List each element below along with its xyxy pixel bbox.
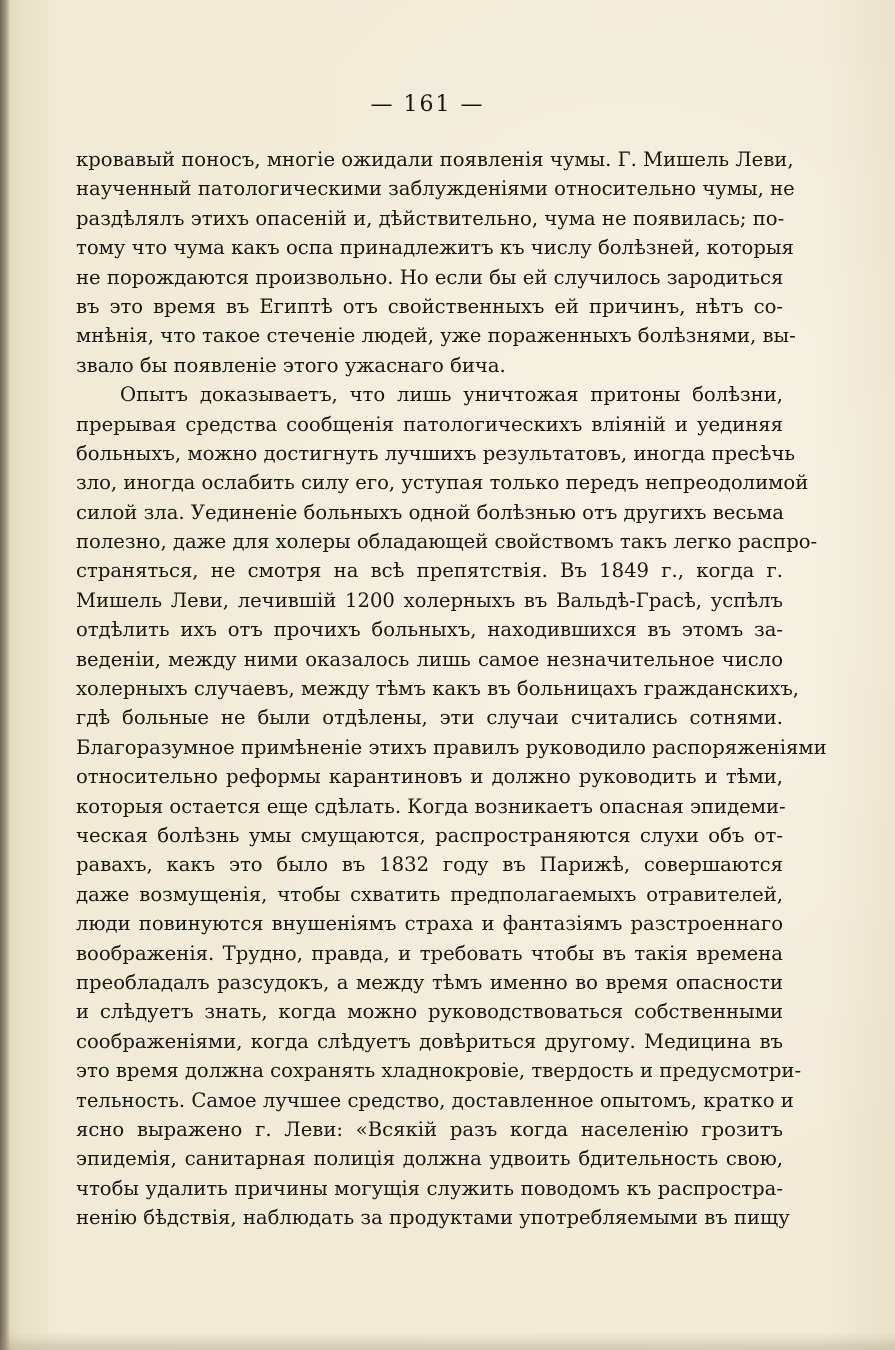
text-line: тому что чума какъ оспа принадлежитъ къ числу болѣзней, которыя xyxy=(76,236,794,260)
page-bottom-edge xyxy=(0,1332,895,1350)
text-line: которыя остается еще сдѣлать. Когда возникаетъ опасная эпидеми- xyxy=(76,794,786,818)
text-line: мнѣнія, что такое стеченіе людей, уже пораженныхъ болѣзнями, вы- xyxy=(76,324,796,348)
paragraph xyxy=(76,380,827,1232)
text-line: тельность. Самое лучшее средство, доставленное опытомъ, кратко и xyxy=(76,1088,794,1112)
text-line: кровавый поносъ, многіе ожидали появленія чумы. Г. Мишель Леви, xyxy=(76,148,794,171)
page-number: — 161 — xyxy=(370,92,485,117)
text-line: Благоразумное примѣненіе этихъ правилъ руководило распоряженіями xyxy=(76,735,827,759)
text-line: соображеніями, когда слѣдуетъ довѣриться другому. Медицина въ xyxy=(76,1029,783,1053)
text-line: чтобы удалить причины могущія служить поводомъ къ распростра- xyxy=(76,1176,783,1200)
text-line: больныхъ, можно достигнуть лучшихъ результатовъ, иногда пресѣчь xyxy=(76,441,796,465)
text-line: отдѣлить ихъ отъ прочихъ больныхъ, находившихся въ этомъ за- xyxy=(76,618,783,642)
text-line: ненію бѣдствія, наблюдать за продуктами употребляемыми въ пищу xyxy=(76,1206,790,1230)
text-line: веденіи, между ними оказалось лишь самое незначительное число xyxy=(76,647,783,671)
text-line: относительно реформы карантиновъ и должно руководить и тѣми, xyxy=(76,765,783,789)
text-line: холерныхъ случаевъ, между тѣмъ какъ въ больницахъ гражданскихъ, xyxy=(76,677,800,701)
text-line: преобладалъ разсудокъ, а между тѣмъ именно во время опасности xyxy=(76,970,783,994)
text-line: наученный патологическими заблужденіями относительно чумы, не xyxy=(76,177,795,201)
text-line: въ это время въ Египтѣ отъ свойственныхъ ей причинъ, нѣтъ со- xyxy=(76,294,783,318)
text-line: люди повинуются внушеніямъ страха и фантазіямъ разстроеннаго xyxy=(76,912,783,936)
text-line: ясно выражено г. Леви: «Всякій разъ когда населенію грозитъ xyxy=(76,1117,783,1141)
body-text xyxy=(76,145,827,1232)
text-line: эпидемія, санитарная полиція должна удвоить бдительность свою, xyxy=(76,1147,783,1171)
text-line: воображенія. Трудно, правда, и требовать чтобы въ такія времена xyxy=(76,941,783,965)
text-line: Мишель Леви, лечившій 1200 холерныхъ въ Вальдѣ-Грасѣ, успѣлъ xyxy=(76,588,783,612)
binding-edge xyxy=(0,0,10,1350)
text-line: раздѣлялъ этихъ опасеній и, дѣйствительно, чума не появилась; по- xyxy=(76,206,785,230)
text-line: прерывая средства сообщенія патологическихъ вліяній и уединяя xyxy=(76,412,783,436)
text-line: ческая болѣзнь умы смущаются, распространяются слухи объ от- xyxy=(76,823,783,847)
text-line: звало бы появленіе этого ужаснаго бича. xyxy=(76,353,506,377)
text-line: страняться, не смотря на всѣ препятствія. Въ 1849 г., когда г. xyxy=(76,559,783,583)
text-line: гдѣ больные не были отдѣлены, эти случаи считались сотнями. xyxy=(76,706,783,730)
text-line: и слѣдуетъ знать, когда можно руководствоваться собственными xyxy=(76,1000,783,1024)
text-line: не порождаются произвольно. Но если бы ей случилось зародиться xyxy=(76,265,784,289)
text-line: это время должна сохранять хладнокровіе, твердость и предусмотри- xyxy=(76,1059,802,1083)
text-line: даже возмущенія, чтобы схватить предполагаемыхъ отравителей, xyxy=(76,882,783,906)
text-line: силой зла. Уединеніе больныхъ одной болѣзнью отъ другихъ весьма xyxy=(76,500,784,524)
text-line: Опытъ доказываетъ, что лишь уничтожая притоны болѣзни, xyxy=(120,383,783,407)
text-line: равахъ, какъ это было въ 1832 году въ Парижѣ, совершаются xyxy=(76,853,783,877)
text-line: зло, иногда ослабить силу его, уступая только передъ непреодолимой xyxy=(76,471,809,495)
paragraph xyxy=(76,145,796,380)
text-line: полезно, даже для холеры обладающей свойствомъ такъ легко распро- xyxy=(76,530,818,554)
